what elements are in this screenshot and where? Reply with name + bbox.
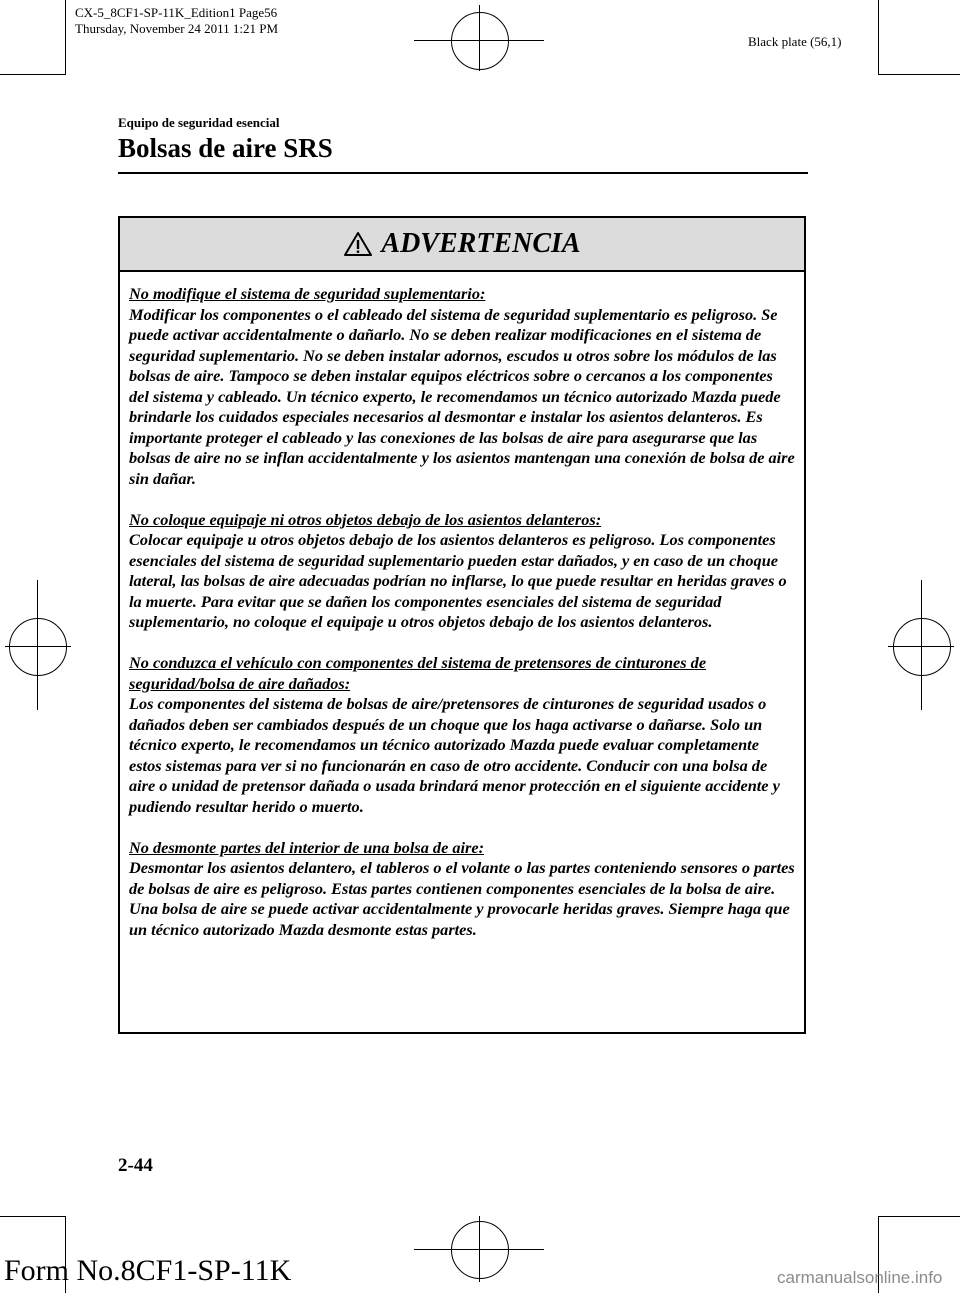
registration-circle xyxy=(451,1221,509,1279)
page-number: 2-44 xyxy=(118,1155,153,1176)
warning-text: Colocar equipaje u otros objetos debajo de los asientos delanteros es peligroso. Los componentes esenciales del sistema de seguridad suplementario pueden estar dañados, y en caso de un choque lateral, las bolsas de aire adecuadas podrían no inflarse, lo que puede resultar en heridas graves o la muerte. Para evitar que se dañen los componentes esenciales del sistema de seguridad suplementario, no coloque el equipaje u otros objetos debajo de los asientos delanteros. xyxy=(129,530,787,631)
crop-mark xyxy=(0,74,66,75)
warning-block xyxy=(129,653,795,817)
warning-heading: No coloque equipaje ni otros objetos debajo de los asientos delanteros: xyxy=(129,509,602,529)
crop-mark xyxy=(878,0,879,74)
warning-heading: No modifique el sistema de seguridad suplementario: xyxy=(129,284,486,303)
registration-circle xyxy=(9,618,67,676)
crop-mark xyxy=(878,1216,960,1217)
registration-circle xyxy=(451,12,509,70)
warning-header xyxy=(120,218,804,272)
warning-title: ADVERTENCIA xyxy=(381,228,581,259)
warning-block xyxy=(129,510,795,633)
warning-triangle-icon xyxy=(343,231,373,257)
watermark: carmanualsonline.info xyxy=(777,1268,943,1287)
crop-mark xyxy=(65,0,66,74)
page-title: Bolsas de aire SRS xyxy=(118,133,333,163)
warning-box xyxy=(118,216,806,1034)
section-label: Equipo de seguridad esencial xyxy=(118,115,280,130)
warning-body xyxy=(120,272,804,940)
warning-text: Los componentes del sistema de bolsas de aire/pretensores de cinturones de seguridad usados o dañados deben ser cambiados después de un choque que los haga activarse o dañarse. Solo un técnico experto, le recomendamos un técnico autorizado Mazda puede evaluar completamente estos sistemas para ver si no funcionarán en caso de otro accidente. Conducir con una bolsa de aire o unidad de pretensor dañada o usada brindará menor protección en el siguiente accidente y pudiendo resultar herido o muerto. xyxy=(129,694,780,816)
warning-block xyxy=(129,284,795,489)
warning-text: Modificar los componentes o el cableado del sistema de seguridad suplementario es peligroso. Se puede activar accidentalmente o dañarlo. No se deben realizar modificaciones en el sistema de seguridad suplementario. No se deben instalar adornos, escudos u otros sobre los módulos de las bolsas de aire. Tampoco se deben instalar equipos eléctricos sobre o cercanos a los componentes del sistema y cableado. Un técnico experto, le recomendamos un técnico autorizado Mazda puede brindarle los cuidados especiales necesarios al desmontar e instalar los asientos delanteros. Es importante proteger el cableado y las conexiones de las bolsas de aire para asegurarse que las bolsas de aire no se inflan accidentalmente y los asientos mantengan una conexión de bolsa de aire sin dañar. xyxy=(129,304,795,488)
crop-mark xyxy=(878,74,960,75)
registration-circle xyxy=(893,618,951,676)
warning-heading: No conduzca el vehículo con componentes del sistema de pretensores de cinturones de seguridad/bolsa de aire dañados: xyxy=(129,653,707,693)
title-rule xyxy=(118,172,808,174)
warning-heading: No desmonte partes del interior de una bolsa de aire: xyxy=(129,837,485,857)
form-number: Form No.8CF1-SP-11K xyxy=(4,1254,292,1287)
print-date-line: Thursday, November 24 2011 1:21 PM xyxy=(75,21,279,36)
warning-text: Desmontar los asientos delantero, el tableros o el volante o las partes conteniendo sensores o partes de bolsas de aire es peligroso. Estas partes contienen componentes esenciales de la bolsa de aire. Una bolsa de aire se puede activar accidentalmente y provocarle heridas graves. Siempre haga que un técnico autorizado Mazda desmonte estas partes. xyxy=(129,858,795,939)
file-info-line: CX-5_8CF1-SP-11K_Edition1 Page56 xyxy=(75,5,278,20)
warning-block xyxy=(129,838,795,941)
plate-label: Black plate (56,1) xyxy=(748,34,842,49)
crop-mark xyxy=(0,1216,66,1217)
